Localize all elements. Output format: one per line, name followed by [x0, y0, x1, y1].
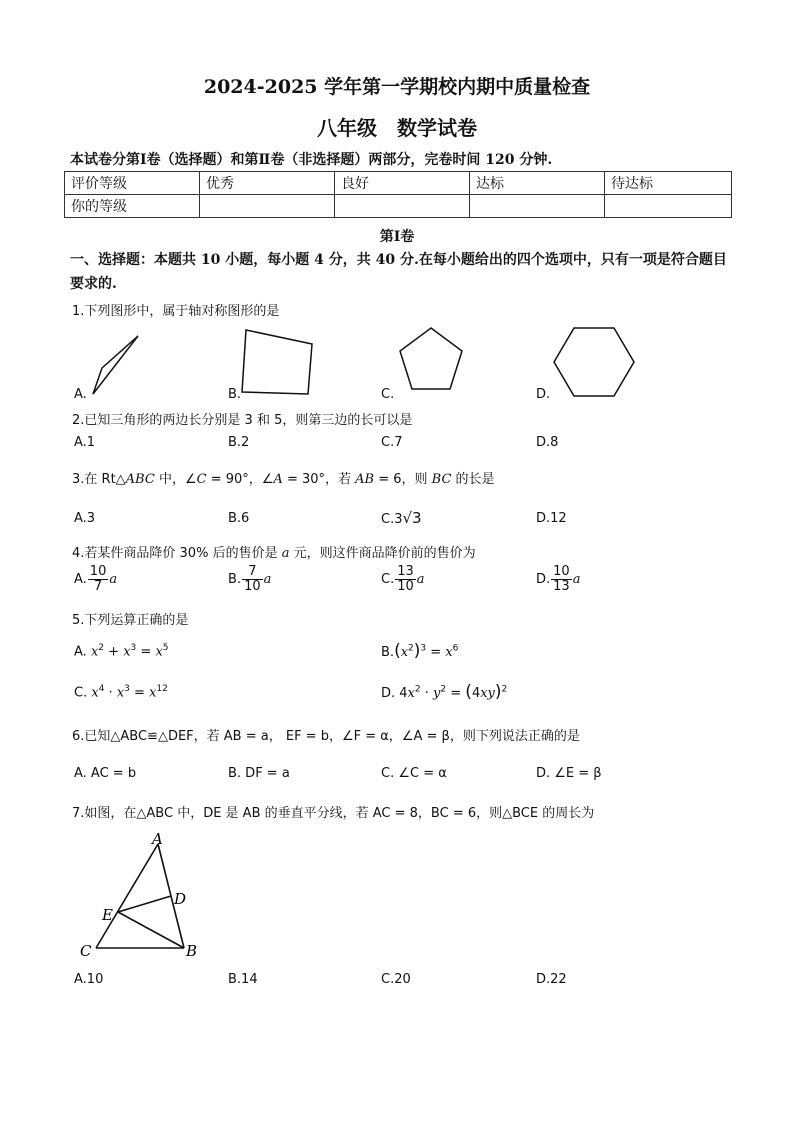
grade-cell[interactable]	[605, 195, 732, 218]
grade-cell[interactable]	[335, 195, 470, 218]
q2-option-b[interactable]: B.2	[228, 435, 250, 450]
q3-option-c-text: C.3	[381, 512, 403, 527]
q1-shape-d-hexagon	[554, 326, 636, 398]
q3-option-c[interactable]	[381, 509, 422, 527]
q4-option-c[interactable]	[381, 565, 425, 594]
q4-var: a	[416, 572, 425, 587]
option-label: D.	[536, 572, 551, 587]
q1-shape-b-quadrilateral	[240, 328, 314, 398]
q3-text: 中，∠	[154, 472, 197, 487]
q1-option-a[interactable]: A.	[74, 387, 87, 402]
q3-text: = 30°，若	[282, 472, 356, 487]
fraction	[88, 565, 109, 594]
q1-stem: 1.下列图形中，属于轴对称图形的是	[72, 304, 280, 319]
q3-text: 3.在 Rt△	[72, 472, 126, 487]
grade-header: 评价等级	[65, 172, 200, 195]
grade-header: 优秀	[200, 172, 335, 195]
q4-var: a	[281, 546, 290, 561]
exam-note: 本试卷分第Ⅰ卷（选择题）和第Ⅱ卷（非选择题）两部分，完卷时间 120 分钟.	[70, 152, 553, 168]
q3-option-a[interactable]: A.3	[74, 511, 96, 526]
exam-subtitle: 八年级 数学试卷	[317, 116, 477, 140]
q7-stem: 7.如图，在△ABC 中，DE 是 AB 的垂直平分线，若 AC = 8，BC = 6，则△BCE 的周长为	[72, 806, 595, 821]
vertex-label-e: E	[102, 906, 113, 924]
q4-text: 4.若某件商品降价 30% 后的售价是	[72, 546, 282, 561]
q4-option-d[interactable]	[536, 565, 580, 594]
q1-shape-a-triangle	[88, 334, 140, 398]
exam-title: 2024-2025 学年第一学期校内期中质量检查	[203, 76, 591, 98]
section-title: 第Ⅰ卷	[379, 229, 415, 245]
vertex-label-c: C	[80, 942, 92, 960]
edge-ca	[96, 844, 158, 948]
q6-option-b[interactable]: B. DF = a	[228, 766, 290, 781]
vertex-label-a: A	[152, 830, 163, 848]
q5-stem: 5.下列运算正确的是	[72, 613, 189, 628]
q4-var: a	[263, 572, 272, 587]
q7-option-d[interactable]: D.22	[536, 972, 567, 987]
table-row	[65, 195, 732, 218]
q2-option-d[interactable]: D.8	[536, 435, 559, 450]
vertex-label-b: B	[186, 942, 198, 960]
grade-cell[interactable]	[200, 195, 335, 218]
q3-var: C	[196, 472, 207, 487]
q6-stem: 6.已知△ABC≌△DEF，若 AB = a， EF = b，∠F = α，∠A = β，则下列说法正确的是	[72, 729, 580, 744]
q5-option-d[interactable]: D. $4x^2 \cdot y^2 = (4xy)^2$	[381, 682, 508, 702]
grade-cell[interactable]	[470, 195, 605, 218]
fraction	[242, 565, 263, 594]
q4-stem	[72, 542, 476, 561]
grade-header: 达标	[470, 172, 605, 195]
grade-row-label: 你的等级	[65, 195, 200, 218]
q4-option-b[interactable]	[228, 565, 271, 594]
q6-option-d[interactable]: D. ∠E = β	[536, 766, 602, 781]
q5-option-c[interactable]: C. $x^4 \cdot x^3 = x^{12}$	[74, 684, 168, 701]
q4-var: a	[109, 572, 118, 587]
vertex-label-d: D	[174, 890, 187, 908]
q5-option-a[interactable]: A. $x^2 + x^3 = x^5$	[74, 643, 169, 660]
denominator: 7	[93, 579, 103, 594]
q6-option-a[interactable]: A. AC = b	[74, 766, 137, 781]
q2-stem: 2.已知三角形的两边长分别是 3 和 5，则第三边的长可以是	[72, 413, 413, 428]
section-instruction: 一、选择题：本题共 10 小题，每小题 4 分，共 40 分.在每小题给出的四个选项中，只有一项是符合题目要求的.	[70, 252, 727, 292]
q3-stem	[72, 468, 495, 487]
q7-option-b[interactable]: B.14	[228, 972, 258, 987]
grade-header: 待达标	[605, 172, 732, 195]
q7-option-c[interactable]: C.20	[381, 972, 411, 987]
q3-var: AB	[355, 472, 375, 487]
q3-var: ABC	[125, 472, 155, 487]
option-label: B.	[228, 572, 242, 587]
numerator: 7	[242, 565, 263, 580]
q3-option-d[interactable]: D.12	[536, 511, 567, 526]
numerator: 10	[89, 564, 107, 579]
edge-eb	[118, 912, 184, 948]
denominator: 13	[553, 579, 570, 594]
q3-text: = 6，则	[374, 472, 432, 487]
q1-option-d[interactable]: D.	[536, 387, 551, 402]
q4-var: a	[572, 572, 581, 587]
q3-text: = 90°，∠	[206, 472, 274, 487]
radical: √3	[402, 509, 422, 527]
option-label: A.	[74, 572, 87, 587]
q1-shape-c-pentagon	[396, 326, 466, 394]
q4-text: 元，则这件商品降价前的售价为	[289, 546, 476, 561]
q3-var: A	[273, 472, 283, 487]
q7-option-a[interactable]: A.10	[74, 972, 104, 987]
fraction	[395, 565, 416, 594]
table-row	[65, 172, 732, 195]
numerator: 10	[553, 564, 570, 579]
q2-option-c[interactable]: C.7	[381, 435, 403, 450]
option-label: C.	[381, 572, 395, 587]
numerator: 13	[397, 564, 414, 579]
q1-option-c[interactable]: C.	[381, 387, 395, 402]
fraction	[551, 565, 572, 594]
q3-var: BC	[431, 472, 452, 487]
q7-triangle-diagram	[76, 832, 206, 962]
grade-header: 良好	[335, 172, 470, 195]
denominator: 10	[397, 579, 414, 594]
q6-option-c[interactable]: C. ∠C = α	[381, 766, 447, 781]
grade-table	[64, 171, 732, 218]
q5-option-b[interactable]: $B.(x^2)^3 = x^6$	[381, 641, 459, 661]
q2-option-a[interactable]: A.1	[74, 435, 96, 450]
q4-option-a[interactable]	[74, 565, 117, 594]
denominator: 10	[244, 579, 261, 594]
q1-option-b[interactable]: B.	[228, 387, 242, 402]
q3-text: 的长是	[451, 472, 495, 487]
q3-option-b[interactable]: B.6	[228, 511, 250, 526]
